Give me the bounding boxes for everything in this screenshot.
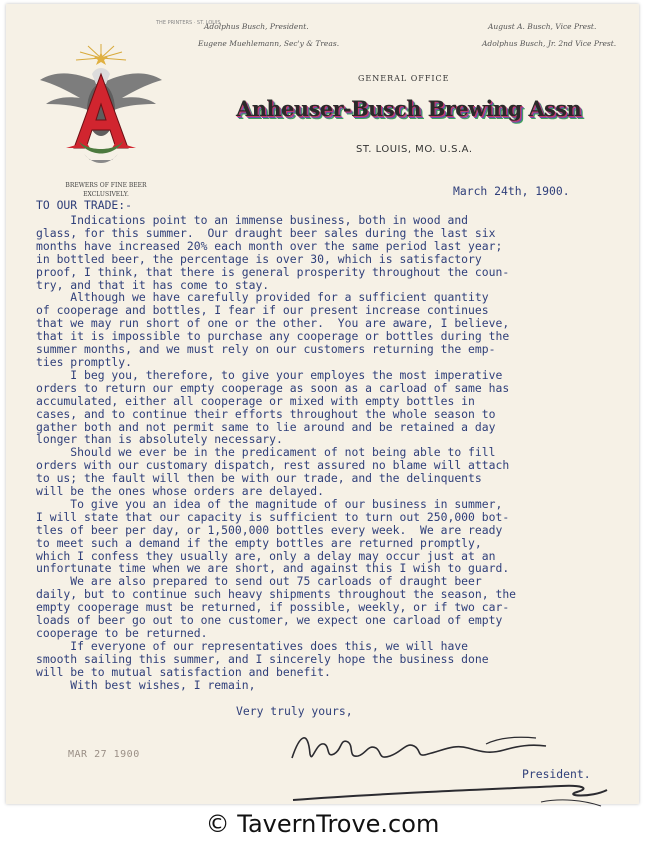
letter-line: in bottled beer, the percentage is over 30, which is satisfactory [36, 251, 482, 266]
letter-line: I will state that our capacity is sufficient to turn out 250,000 bot- [36, 509, 510, 524]
officer-secretary: Eugene Muehlemann, Sec'y & Treas. [198, 39, 340, 48]
letter-line: to meet such a demand if the empty bottles are returned promptly, [36, 535, 482, 550]
letter-line: longer than is absolutely necessary. [36, 432, 283, 447]
letter-line: Although we have carefully provided for a sufficient quantity [36, 290, 489, 305]
letter-date: March 24th, 1900. [453, 184, 570, 198]
letter-body [36, 214, 636, 692]
signature-title: President. [522, 767, 591, 781]
letter-closing: Very truly yours, [236, 704, 353, 718]
letter-line: try, and that it has come to stay. [36, 277, 270, 292]
letter-line: that we may run short of one or the other. You are aware, I believe, [36, 316, 510, 331]
company-name: Anheuser-Busch Brewing Assn [236, 96, 582, 121]
letter-line: proof, I think, that there is general prosperity throughout the coun- [36, 264, 510, 279]
letter-line: unfortunate time when we are short, and against this I wish to guard. [36, 561, 510, 576]
watermark-text: © TavernTrove.com [205, 810, 440, 838]
printer-mark: THE PRINTERS · ST. LOUIS [156, 20, 221, 26]
letter-line: smooth sailing this summer, and I sincerely hope the business done [36, 651, 489, 666]
general-office-label: GENERAL OFFICE [358, 74, 450, 83]
letter-line: With best wishes, I remain, [36, 677, 256, 692]
letter-line: daily, but to continue such heavy shipments throughout the season, the [36, 587, 517, 602]
letter-line: tles of beer per day, or 1,500,000 bottles every week. We are ready [36, 522, 503, 537]
letter-line: will be to mutual satisfaction and benefit. [36, 664, 331, 679]
letter-line: cooperage to be returned. [36, 626, 208, 640]
letter-line: We are also prepared to send out 75 carloads of draught beer [36, 574, 482, 589]
officer-vice-president: August A. Busch, Vice Prest. [488, 22, 597, 31]
eagle-logo [36, 44, 166, 174]
letter-line: of cooperage and bottles, I fear if our present increase continues [36, 303, 489, 318]
letter-line: cases, and to continue their efforts throughout the whole season to [36, 406, 496, 421]
letter-line: that it is impossible to purchase any cooperage or bottles during the [36, 329, 510, 344]
letter-line: orders to return our empty cooperage as soon as a carload of same has [36, 380, 510, 395]
letter-salutation: TO OUR TRADE:- [36, 198, 133, 212]
letter-line: accumulated, either all cooperage or mixed with empty bottles in [36, 393, 475, 408]
letter-line: gather both and not permit same to lie around and be retained a day [36, 419, 496, 434]
letter-line: empty cooperage must be returned, if possible, weekly, or if two car- [36, 600, 510, 615]
logo-caption-line: EXCLUSIVELY. [83, 191, 129, 198]
letter-line: will be the ones whose orders are delayed. [36, 484, 325, 499]
company-city: ST. LOUIS, MO. U.S.A. [356, 144, 473, 155]
letter-line: Should we ever be in the predicament of not being able to fill [36, 445, 496, 460]
logo-caption-line: BREWERS OF FINE BEER [65, 182, 147, 189]
officer-second-vice-president: Adolphus Busch, Jr. 2nd Vice Prest. [482, 39, 617, 48]
letter-line: Indications point to an immense business, both in wood and [36, 213, 469, 227]
letter-line: glass, for this summer. Our draught beer sales during the last six [36, 225, 496, 240]
letter-line: orders with our customary dispatch, rest assured no blame will attach [36, 458, 510, 473]
letter-line: loads of beer go out to one customer, we expect one carload of empty [36, 613, 503, 628]
letter-line: ties promptly. [36, 354, 133, 369]
letter-line: which I confess they usually are, only a delay may occur just at an [36, 548, 496, 563]
letter-line: to us; the fault will then be with our trade, and the delinquents [36, 471, 482, 486]
received-date-stamp: MAR 27 1900 [68, 749, 140, 760]
letter-line: If everyone of our representatives does this, we will have [36, 638, 469, 653]
letter-sheet [6, 4, 639, 804]
letter-line: To give you an idea of the magnitude of our business in summer, [36, 496, 503, 511]
letter-line: months have increased 20% each month over the same period last year; [36, 238, 503, 253]
logo-caption [56, 181, 156, 199]
officer-president: Adolphus Busch, President. [204, 22, 309, 31]
letter-line: I beg you, therefore, to give your employes the most imperative [36, 367, 503, 382]
letter-line: summer months, and we must rely on our customers returning the emp- [36, 342, 496, 357]
